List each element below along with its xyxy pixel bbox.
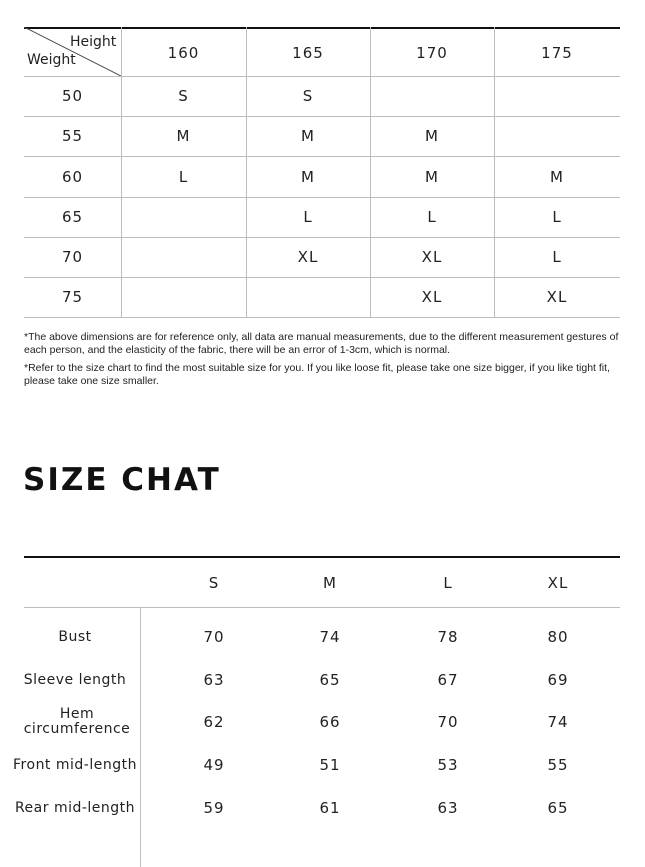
table-header-divider <box>24 607 620 608</box>
measurement-cell: 78 <box>437 628 459 646</box>
size-cell: M <box>301 127 315 145</box>
weight-cell: 50 <box>61 87 84 105</box>
measurement-cell: 49 <box>203 756 225 774</box>
measurement-cell: 62 <box>203 713 225 731</box>
height-header-cell: 165 <box>292 43 324 62</box>
size-cell <box>370 76 494 116</box>
row-label-front-mid-length: Front mid-length <box>13 756 137 773</box>
measurement-cell: 74 <box>319 628 341 646</box>
size-cell: XL <box>297 248 319 266</box>
measurement-cell: 53 <box>437 756 459 774</box>
measurement-cell: 63 <box>437 799 459 817</box>
height-header-cell: 160 <box>167 43 200 62</box>
measurement-cell: 65 <box>319 671 341 689</box>
size-cell: XL <box>421 248 443 266</box>
size-cell: L <box>303 208 313 226</box>
size-cell: M <box>301 167 315 186</box>
measurement-cell: 63 <box>203 671 225 689</box>
size-header-cell: XL <box>547 573 569 592</box>
measurement-cell: 59 <box>203 799 225 817</box>
size-cell <box>494 76 620 116</box>
size-cell <box>494 116 620 156</box>
measurement-cell: 66 <box>319 713 341 731</box>
row-label-rear-mid-length: Rear mid-length <box>14 799 136 816</box>
size-cell: L <box>427 208 437 226</box>
corner-height-label: Height <box>70 34 117 50</box>
corner-weight-label: Weight <box>27 52 76 68</box>
measurement-cell: 51 <box>319 756 341 774</box>
size-cell <box>121 237 246 277</box>
measurement-cell: 70 <box>203 628 225 646</box>
table-label-divider <box>140 607 141 867</box>
size-cell: S <box>302 87 314 105</box>
weight-cell: 60 <box>61 167 84 186</box>
size-cell: M <box>425 127 439 145</box>
measurement-cell: 61 <box>319 799 341 817</box>
size-cell <box>121 277 246 317</box>
row-label-hem-circumference: Hem circumference <box>23 706 131 737</box>
size-cell: L <box>552 208 562 226</box>
size-measurement-table <box>13 556 620 817</box>
measurement-cell: 74 <box>547 713 569 731</box>
row-label-bust: Bust <box>58 628 92 645</box>
measurement-cell: 55 <box>547 756 569 774</box>
measurement-cell: 67 <box>437 671 459 689</box>
size-cell: L <box>178 167 189 186</box>
measurement-cell: 70 <box>437 713 459 731</box>
measurement-cell: 80 <box>547 628 569 646</box>
weight-cell: 65 <box>61 208 84 226</box>
size-cell: M <box>550 167 564 186</box>
size-cell <box>121 197 246 237</box>
weight-cell: 75 <box>61 288 84 306</box>
weight-cell: 55 <box>61 127 84 145</box>
size-cell <box>246 277 370 317</box>
size-chart-title: SIZE CHAT <box>23 462 221 498</box>
measurement-disclaimer-note: *The above dimensions are for reference only, all data are manual measurements, due to the different measurement gestures of each person, and the elasticity of the fabric, there will be an error of 1-3cm, which is normal. <box>24 331 619 356</box>
size-header-cell: L <box>443 573 453 592</box>
size-cell: M <box>176 127 191 145</box>
height-header-cell: 170 <box>416 43 448 62</box>
size-cell: XL <box>421 288 443 306</box>
grid-bottom-border <box>24 317 620 318</box>
measurement-cell: 69 <box>547 671 569 689</box>
size-cell: S <box>178 87 189 105</box>
size-header-cell: M <box>323 573 337 592</box>
measurement-cell: 65 <box>547 799 569 817</box>
row-label-sleeve-length: Sleeve length <box>23 671 127 688</box>
size-cell: M <box>425 167 439 186</box>
size-cell: XL <box>546 288 568 306</box>
size-recommendation-grid <box>24 27 620 318</box>
weight-cell: 70 <box>61 248 84 266</box>
height-header-cell: 175 <box>541 43 573 62</box>
size-advice-note: *Refer to the size chart to find the most suitable size for you. If you like loose fit, please take one size bigger, if you like tight fit, please take one size smaller. <box>24 362 610 387</box>
size-header-cell: S <box>208 573 220 592</box>
size-cell: L <box>552 248 562 266</box>
